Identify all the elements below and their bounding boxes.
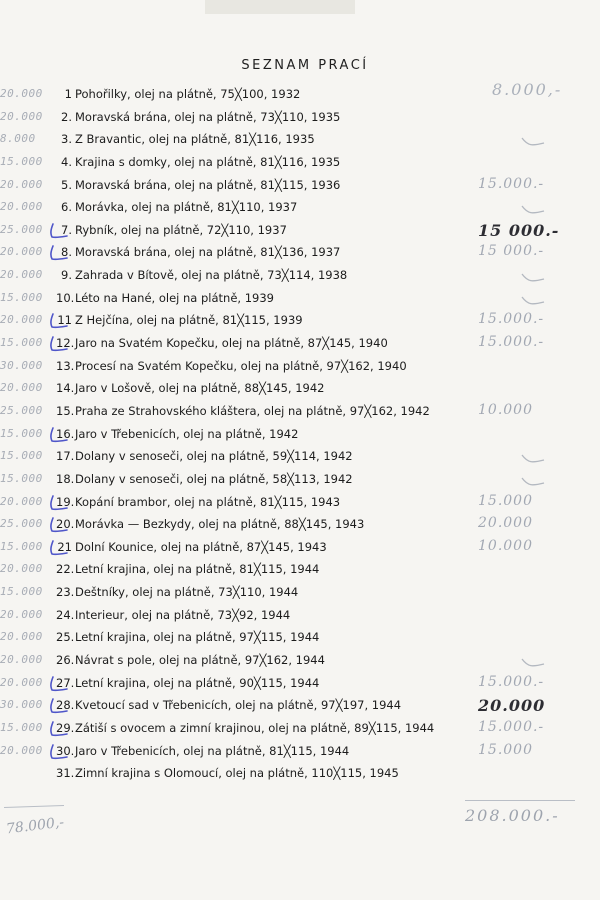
entry-description: Morávka, olej na plátně, 81╳110, 1937	[75, 200, 298, 215]
entry-description: Dolany v senoseči, olej na plátně, 59╳114, 1942	[75, 449, 353, 464]
handwritten-price: 15.000	[0, 585, 43, 599]
handwritten-price: 30.000	[0, 698, 43, 712]
entry-number: 25.	[56, 630, 75, 645]
handwritten-total-left: 78.000,-	[5, 814, 65, 838]
pencil-check-icon	[520, 293, 546, 307]
entry-description: Zahrada v Bítově, olej na plátně, 73╳114, 1938	[75, 268, 348, 283]
paper-tape-strip	[205, 0, 355, 14]
handwritten-price: 25.000	[0, 222, 43, 236]
pencil-check-icon	[520, 134, 546, 148]
work-entry	[0, 288, 600, 311]
work-entry	[0, 537, 600, 560]
entry-description: Procesí na Svatém Kopečku, olej na plátně, 97╳162, 1940	[75, 358, 407, 373]
entry-number: 26.	[56, 653, 75, 668]
entry-number: 27.	[56, 675, 75, 690]
entry-number: 6.	[61, 200, 72, 215]
handwritten-price: 8.000	[0, 132, 36, 146]
entry-number: 20.	[56, 517, 75, 532]
entry-number: 31.	[56, 766, 75, 781]
entry-description: Interieur, olej na plátně, 73╳92, 1944	[75, 607, 291, 622]
handwritten-price: 15.000	[0, 539, 43, 553]
work-entry	[0, 356, 600, 379]
entry-number: 1	[64, 87, 72, 101]
handwritten-right-amount: 15.000.-	[478, 334, 545, 351]
entry-number: 2.	[61, 109, 72, 124]
handwritten-price: 20.000	[0, 743, 43, 757]
entry-number: 19.	[56, 494, 75, 509]
work-entry	[0, 492, 600, 515]
entry-number: 21	[57, 539, 72, 554]
entry-description: Moravská brána, olej na plátně, 81╳136, 1937	[75, 245, 341, 260]
handwritten-price: 20.000	[0, 245, 43, 259]
handwritten-price: 15.000	[0, 336, 43, 350]
entry-description: Zimní krajina s Olomoucí, olej na plátně, 110╳115, 1945	[75, 766, 399, 781]
handwritten-right-amount: 15 000.-	[478, 243, 545, 260]
entry-number: 29.	[56, 720, 75, 735]
handwritten-right-amount: 20.000	[478, 696, 546, 716]
entry-description: Jaro v Třebenicích, olej na plátně, 1942	[75, 426, 299, 441]
entry-description: Léto na Hané, olej na plátně, 1939	[75, 290, 274, 305]
handwritten-price: 15.000	[0, 426, 43, 440]
pencil-check-icon	[520, 270, 546, 284]
entry-description: Rybník, olej na plátně, 72╳110, 1937	[75, 222, 287, 237]
entry-number: 12.	[56, 336, 75, 351]
entry-description: Z Bravantic, olej na plátně, 81╳116, 1935	[75, 132, 315, 147]
handwritten-right-amount: 15 000.-	[478, 220, 560, 240]
entry-number: 14.	[56, 381, 75, 396]
handwritten-price: 20.000	[0, 630, 43, 644]
pencil-check-icon	[520, 655, 546, 669]
handwritten-price: 15.000	[0, 290, 43, 304]
handwritten-price: 20.000	[0, 607, 43, 621]
handwritten-right-amount: 15.000.-	[478, 718, 545, 735]
entry-number: 15.	[56, 403, 75, 418]
handwritten-right-amount: 15.000	[478, 492, 533, 509]
entry-description: Jaro v Třebenicích, olej na plátně, 81╳115, 1944	[75, 743, 350, 758]
entry-description: Pohořilky, olej na plátně, 75╳100, 1932	[75, 87, 301, 101]
handwritten-price: 25.000	[0, 403, 43, 417]
handwritten-price: 20.000	[0, 268, 43, 282]
handwritten-price: 15.000	[0, 471, 43, 485]
entry-description: Moravská brána, olej na plátně, 81╳115, 1936	[75, 177, 341, 192]
entry-description: Letní krajina, olej na plátně, 81╳115, 1944	[75, 562, 320, 577]
handwritten-right-amount: 20.000	[478, 515, 533, 532]
entry-number: 23.	[56, 585, 75, 600]
work-entry	[0, 220, 600, 243]
handwritten-price: 20.000	[0, 87, 43, 100]
entry-description: Letní krajina, olej na plátně, 97╳115, 1944	[75, 630, 320, 645]
handwritten-price: 30.000	[0, 358, 43, 372]
entry-number: 11	[57, 313, 72, 328]
work-entry	[0, 333, 600, 356]
handwritten-price: 20.000	[0, 177, 43, 191]
work-entry	[0, 175, 600, 198]
entry-description: Jaro na Svatém Kopečku, olej na plátně, 87╳145, 1940	[75, 336, 388, 351]
handwritten-right-amount: 10.000	[478, 537, 533, 554]
handwritten-price: 15.000	[0, 449, 43, 463]
work-entry	[0, 605, 600, 628]
work-entry	[0, 152, 600, 175]
handwritten-price: 25.000	[0, 517, 43, 531]
work-entry	[0, 424, 600, 447]
entry-description: Kvetoucí sad v Třebenicích, olej na plátně, 97╳197, 1944	[75, 698, 402, 713]
entry-number: 13.	[56, 358, 75, 373]
entry-description: Deštníky, olej na plátně, 73╳110, 1944	[75, 585, 299, 600]
work-entry	[0, 107, 600, 130]
handwritten-right-amount: 15.000.-	[478, 673, 545, 690]
work-entry	[0, 695, 600, 718]
work-entry	[0, 401, 600, 424]
work-entry	[0, 242, 600, 265]
handwritten-price: 15.000	[0, 154, 43, 168]
works-list	[0, 84, 600, 786]
handwritten-price: 20.000	[0, 313, 43, 327]
work-entry	[0, 741, 600, 764]
handwritten-right-amount: 15.000.-	[478, 311, 545, 328]
entry-description: Kopání brambor, olej na plátně, 81╳115, 1943	[75, 494, 341, 509]
handwritten-price: 20.000	[0, 109, 43, 123]
handwritten-top-note: 8.000,-	[492, 80, 563, 99]
work-entry	[0, 310, 600, 333]
entry-number: 8.	[61, 245, 72, 260]
work-entry	[0, 265, 600, 288]
handwritten-price: 15.000	[0, 720, 43, 734]
entry-description: Letní krajina, olej na plátně, 90╳115, 1944	[75, 675, 320, 690]
handwritten-right-amount: 10.000	[478, 401, 533, 418]
work-entry	[0, 559, 600, 582]
sum-line-right	[465, 800, 575, 801]
pencil-check-icon	[520, 202, 546, 216]
entry-description: Dolní Kounice, olej na plátně, 87╳145, 1943	[75, 539, 327, 554]
entry-number: 17.	[56, 449, 75, 464]
entry-number: 4.	[61, 154, 72, 169]
handwritten-right-amount: 15.000.-	[478, 175, 545, 192]
entry-number: 3.	[61, 132, 72, 147]
pencil-check-icon	[520, 451, 546, 465]
sum-line-left	[4, 805, 64, 808]
entry-description: Zátiší s ovocem a zimní krajinou, olej na plátně, 89╳115, 1944	[75, 720, 435, 735]
entry-number: 16.	[56, 426, 75, 441]
page-title: SEZNAM PRACÍ	[241, 58, 369, 73]
work-entry	[0, 718, 600, 741]
handwritten-right-amount: 15.000	[478, 741, 533, 758]
entry-description: Morávka — Bezkydy, olej na plátně, 88╳145, 1943	[75, 517, 365, 532]
entry-number: 7.	[61, 222, 72, 237]
work-entry	[0, 763, 600, 786]
work-entry	[0, 378, 600, 401]
work-entry	[0, 673, 600, 696]
handwritten-total-right: 208.000.-	[465, 806, 560, 825]
work-entry	[0, 446, 600, 469]
work-entry	[0, 197, 600, 220]
entry-description: Krajina s domky, olej na plátně, 81╳116, 1935	[75, 154, 341, 169]
work-entry	[0, 84, 600, 107]
work-entry	[0, 582, 600, 605]
entry-number: 22.	[56, 562, 75, 577]
work-entry	[0, 650, 600, 673]
handwritten-price: 20.000	[0, 562, 43, 576]
handwritten-price: 20.000	[0, 381, 43, 395]
entry-description: Návrat s pole, olej na plátně, 97╳162, 1944	[75, 653, 325, 668]
entry-number: 28.	[56, 698, 75, 713]
entry-number: 5.	[61, 177, 72, 192]
entry-description: Dolany v senoseči, olej na plátně, 58╳113, 1942	[75, 471, 353, 486]
entry-description: Moravská brána, olej na plátně, 73╳110, 1935	[75, 109, 341, 124]
entry-number: 10.	[56, 290, 75, 305]
entry-description: Praha ze Strahovského kláštera, olej na plátně, 97╳162, 1942	[75, 403, 430, 418]
pencil-check-icon	[520, 474, 546, 488]
entry-number: 9.	[61, 268, 72, 283]
work-entry	[0, 514, 600, 537]
handwritten-price: 20.000	[0, 200, 43, 214]
entry-description: Jaro v Lošově, olej na plátně, 88╳145, 1942	[75, 381, 325, 396]
work-entry	[0, 627, 600, 650]
entry-number: 18.	[56, 471, 75, 486]
handwritten-price: 20.000	[0, 494, 43, 508]
entry-description: Z Hejčína, olej na plátně, 81╳115, 1939	[75, 313, 303, 328]
entry-number: 24.	[56, 607, 75, 622]
entry-number: 30.	[56, 743, 75, 758]
handwritten-price: 20.000	[0, 653, 43, 667]
work-entry	[0, 129, 600, 152]
work-entry	[0, 469, 600, 492]
handwritten-price: 20.000	[0, 675, 43, 689]
